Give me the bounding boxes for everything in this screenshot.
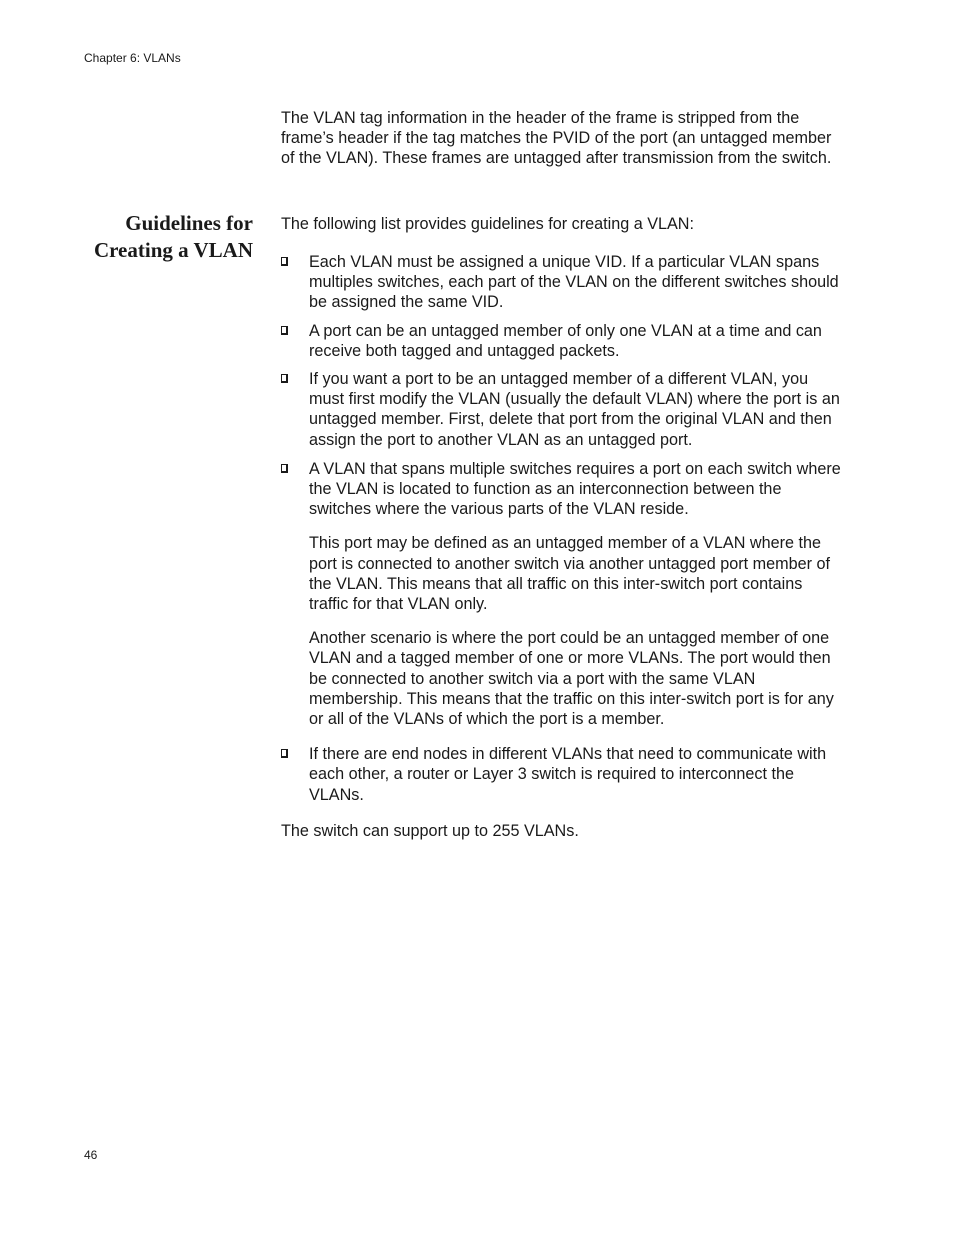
checkbox-bullet-icon xyxy=(281,326,288,335)
checkbox-bullet-icon xyxy=(281,464,288,473)
list-item-text: A VLAN that spans multiple switches requires a port on each switch where the VLAN is located to function as an interconnection between the switches where the various parts of the VLAN reside. xyxy=(309,459,841,519)
list-item-text: If there are end nodes in different VLANs that need to communicate with each other, a router or Layer 3 switch is required to interconnect the VLANs. xyxy=(309,745,827,804)
list-item xyxy=(281,369,846,450)
closing-paragraph: The switch can support up to 255 VLANs. xyxy=(281,822,579,840)
section-heading-line2: Creating a VLAN xyxy=(93,238,253,262)
list-item-subparagraph: This port may be defined as an untagged member of a VLAN where the port is connected to another switch via another untagged port member of the VLAN. This means that all traffic on this inter-switch port contains traffic for that VLAN only. xyxy=(309,534,831,614)
list-item-text: Each VLAN must be assigned a unique VID. If a particular VLAN spans multiples switches, each part of the VLAN on the different switches should be assigned the same VID. xyxy=(309,253,839,312)
intro-paragraph: The VLAN tag information in the header of the frame is stripped from the frame’s header if the tag matches the PVID of the port (an untagged member of the VLAN). These frames are untagged after transmission from the switch. xyxy=(281,109,832,168)
list-item-subparagraph: Another scenario is where the port could be an untagged member of one VLAN and a tagged member of one or more VLANs. The port would then be connected to another switch via a port with the same VLAN membership. This means that the traffic on this inter-switch port is for any or all of the VLANs of which the port is a member. xyxy=(309,629,834,729)
list-item xyxy=(281,744,846,805)
checkbox-bullet-icon xyxy=(281,374,288,383)
page-number: 46 xyxy=(84,1148,98,1162)
guidelines-list xyxy=(281,252,846,805)
checkbox-bullet-icon xyxy=(281,749,288,758)
section-heading-line1: Guidelines for xyxy=(125,211,253,235)
list-item-text: A port can be an untagged member of only one VLAN at a time and can receive both tagged and untagged packets. xyxy=(309,321,822,360)
list-item xyxy=(281,321,846,361)
list-item xyxy=(281,459,846,729)
list-item-text: If you want a port to be an untagged member of a different VLAN, you must first modify the VLAN (usually the default VLAN) where the port is an untagged member. First, delete that port from the original VLAN and then assign the port to another VLAN as an untagged port. xyxy=(309,370,840,449)
checkbox-bullet-icon xyxy=(281,257,288,266)
list-item xyxy=(281,252,846,313)
running-header: Chapter 6: VLANs xyxy=(84,51,181,65)
section-lead: The following list provides guidelines for creating a VLAN: xyxy=(281,215,694,233)
section-heading xyxy=(94,210,253,264)
